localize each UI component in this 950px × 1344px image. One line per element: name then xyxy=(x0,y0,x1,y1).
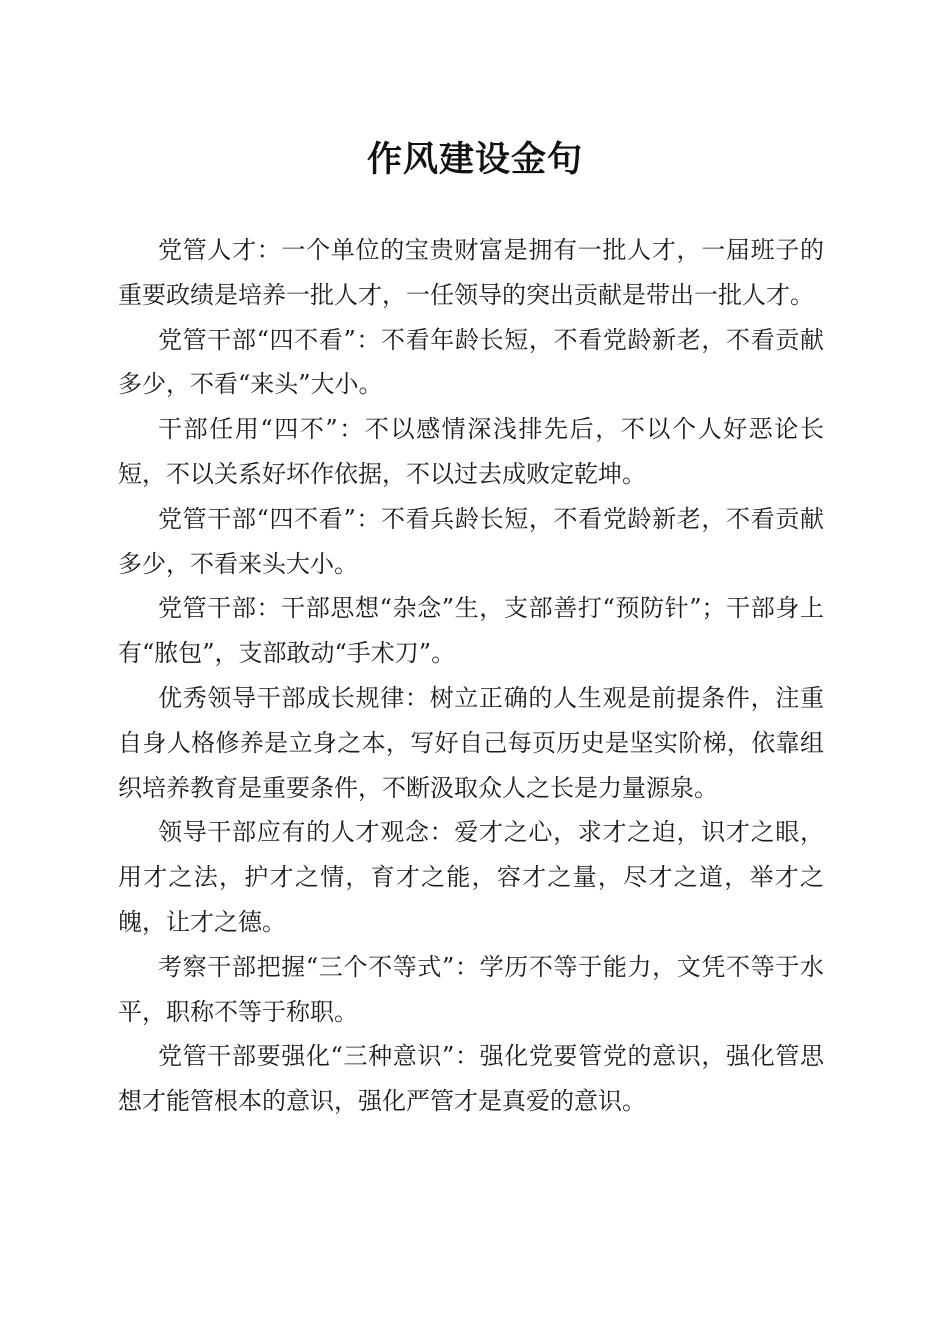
paragraph-three-awareness: 党管干部要强化“三种意识”：强化党要管党的意识，强化管思想才能管根本的意识，强化严管才是真爱的意识。 xyxy=(118,1042,824,1116)
paragraph-talent-concepts: 领导干部应有的人才观念：爱才之心，求才之迫，识才之眼，用才之法，护才之情，育才之能，容才之量，尽才之道，举才之魄，让才之德。 xyxy=(118,818,824,936)
paragraph-branch-prevention: 党管干部：干部思想“杂念”生，支部善打“预防针”；干部身上有“脓包”，支部敢动“手术刀”。 xyxy=(118,594,824,668)
paragraph-growth-pattern: 优秀领导干部成长规律：树立正确的人生观是前提条件，注重自身人格修养是立身之本，写好自己每页历史是坚实阶梯，依靠组织培养教育是重要条件，不断汲取众人之长是力量源泉。 xyxy=(118,683,824,802)
paragraph-appointment-four-not: 干部任用“四不”：不以感情深浅排先后，不以个人好恶论长短，不以关系好坏作依据，不以过去成败定乾坤。 xyxy=(118,415,824,488)
document-title: 作风建设金句 xyxy=(366,139,583,180)
paragraph-four-not-look: 党管干部“四不看”：不看年龄长短，不看党龄新老，不看贡献多少，不看“来头”大小。 xyxy=(118,325,824,399)
document-body xyxy=(118,228,824,1124)
paragraph-talent-management: 党管人才：一个单位的宝贵财富是拥有一批人才，一届班子的重要政绩是培养一批人才，一任领导的突出贡献是带出一批人才。 xyxy=(118,236,824,309)
paragraph-three-inequalities: 考察干部把握“三个不等式”：学历不等于能力，文凭不等于水平，职称不等于称职。 xyxy=(118,952,824,1026)
paragraph-four-not-look-military: 党管干部“四不看”：不看兵龄长短，不看党龄新老，不看贡献多少，不看来头大小。 xyxy=(118,504,824,578)
